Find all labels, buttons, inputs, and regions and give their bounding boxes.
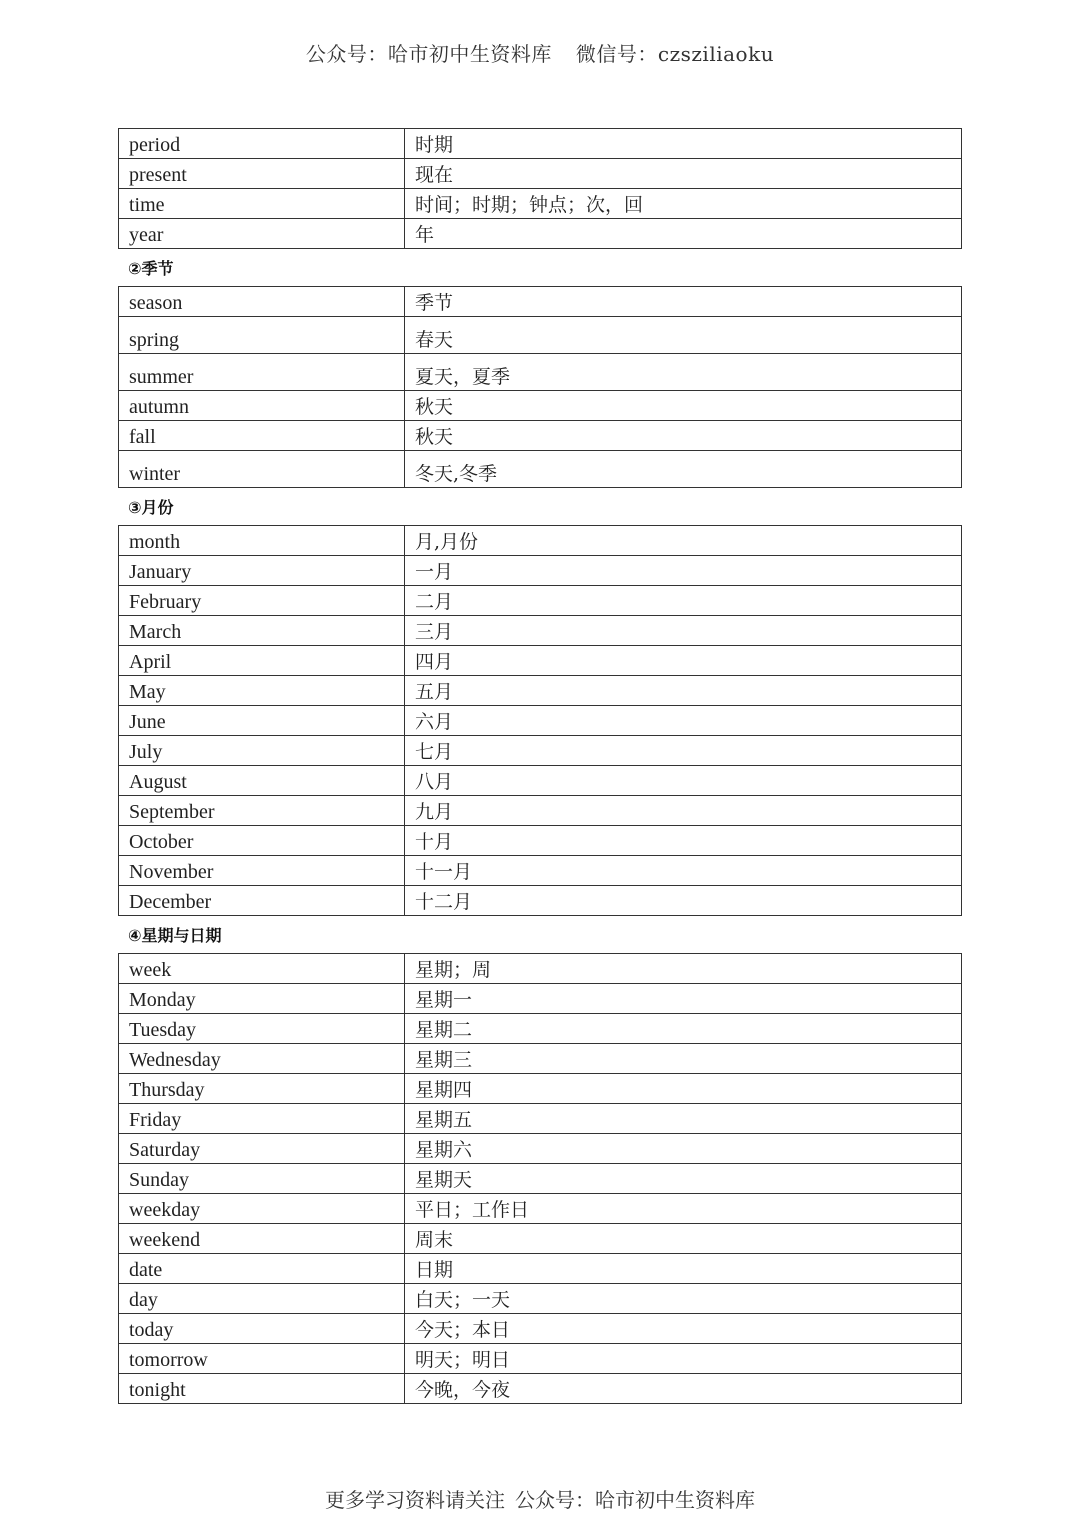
word-en: tonight: [119, 1374, 405, 1404]
word-en: March: [119, 616, 405, 646]
word-en: April: [119, 646, 405, 676]
word-cn: 六月: [405, 706, 962, 736]
word-cn: 九月: [405, 796, 962, 826]
word-en: Thursday: [119, 1074, 405, 1104]
table-row: [119, 526, 962, 556]
word-cn: 星期六: [405, 1134, 962, 1164]
table-row: [119, 586, 962, 616]
word-cn: 八月: [405, 766, 962, 796]
word-en: Wednesday: [119, 1044, 405, 1074]
word-en: August: [119, 766, 405, 796]
word-cn: 平日；工作日: [405, 1194, 962, 1224]
table-row: [119, 451, 962, 488]
word-cn: 十二月: [405, 886, 962, 916]
table-row: [119, 954, 962, 984]
word-en: winter: [119, 451, 405, 488]
table-row: [119, 317, 962, 354]
word-cn: 星期；周: [405, 954, 962, 984]
word-cn: 年: [405, 219, 962, 249]
word-cn: 现在: [405, 159, 962, 189]
table-row: [119, 1134, 962, 1164]
word-cn: 十一月: [405, 856, 962, 886]
word-cn: 三月: [405, 616, 962, 646]
word-cn: 五月: [405, 676, 962, 706]
word-en: Monday: [119, 984, 405, 1014]
word-en: summer: [119, 354, 405, 391]
word-en: June: [119, 706, 405, 736]
section-title-months: ③月份: [128, 498, 174, 517]
word-en: weekday: [119, 1194, 405, 1224]
table-row: [119, 1164, 962, 1194]
word-en: November: [119, 856, 405, 886]
table-row: [119, 1044, 962, 1074]
word-en: February: [119, 586, 405, 616]
vocab-table-seasons: [118, 286, 962, 488]
word-cn: 时间；时期；钟点；次，回: [405, 189, 962, 219]
word-cn: 秋天: [405, 391, 962, 421]
word-cn: 冬天,冬季: [405, 451, 962, 488]
word-cn: 四月: [405, 646, 962, 676]
table-row: [119, 1104, 962, 1134]
table-row: [119, 129, 962, 159]
table-row: [119, 391, 962, 421]
word-en: week: [119, 954, 405, 984]
word-en: year: [119, 219, 405, 249]
word-cn: 春天: [405, 317, 962, 354]
word-cn: 夏天，夏季: [405, 354, 962, 391]
section-title-weekdays: ④星期与日期: [128, 926, 222, 945]
table-row: [119, 984, 962, 1014]
table-row: [119, 706, 962, 736]
word-en: January: [119, 556, 405, 586]
word-en: time: [119, 189, 405, 219]
word-en: weekend: [119, 1224, 405, 1254]
word-en: Saturday: [119, 1134, 405, 1164]
word-en: Sunday: [119, 1164, 405, 1194]
word-en: spring: [119, 317, 405, 354]
word-en: autumn: [119, 391, 405, 421]
table-row: [119, 676, 962, 706]
header-wechat-id: 微信号：czsziliaoku: [575, 42, 775, 66]
word-en: date: [119, 1254, 405, 1284]
vocab-table-time: [118, 128, 962, 249]
word-cn: 星期三: [405, 1044, 962, 1074]
vocab-table-months: [118, 525, 962, 916]
word-en: period: [119, 129, 405, 159]
word-cn: 时期: [405, 129, 962, 159]
word-en: October: [119, 826, 405, 856]
word-cn: 白天；一天: [405, 1284, 962, 1314]
word-cn: 明天；明日: [405, 1344, 962, 1374]
vocab-table-weekdays: [118, 953, 962, 1404]
word-cn: 星期四: [405, 1074, 962, 1104]
word-en: Tuesday: [119, 1014, 405, 1044]
table-row: [119, 886, 962, 916]
table-row: [119, 856, 962, 886]
word-en: today: [119, 1314, 405, 1344]
word-cn: 今晚，今夜: [405, 1374, 962, 1404]
table-row: [119, 219, 962, 249]
table-row: [119, 1374, 962, 1404]
table-row: [119, 1284, 962, 1314]
word-en: September: [119, 796, 405, 826]
word-en: fall: [119, 421, 405, 451]
table-row: [119, 646, 962, 676]
word-cn: 二月: [405, 586, 962, 616]
table-row: [119, 826, 962, 856]
page-footer: [0, 1484, 1080, 1513]
page-header: [0, 38, 1080, 67]
table-row: [119, 556, 962, 586]
table-row: [119, 766, 962, 796]
word-cn: 七月: [405, 736, 962, 766]
vocab-content: [118, 128, 962, 1404]
word-cn: 一月: [405, 556, 962, 586]
table-row: [119, 159, 962, 189]
word-en: December: [119, 886, 405, 916]
table-row: [119, 287, 962, 317]
table-row: [119, 1254, 962, 1284]
word-cn: 星期二: [405, 1014, 962, 1044]
table-row: [119, 189, 962, 219]
table-row: [119, 1074, 962, 1104]
footer-prompt: 更多学习资料请关注: [325, 1488, 505, 1512]
word-en: season: [119, 287, 405, 317]
table-row: [119, 354, 962, 391]
word-en: present: [119, 159, 405, 189]
word-cn: 月,月份: [405, 526, 962, 556]
word-cn: 星期天: [405, 1164, 962, 1194]
table-row: [119, 1224, 962, 1254]
table-row: [119, 1014, 962, 1044]
word-en: May: [119, 676, 405, 706]
word-en: day: [119, 1284, 405, 1314]
section-title-seasons: ②季节: [128, 259, 174, 278]
word-cn: 十月: [405, 826, 962, 856]
word-cn: 今天；本日: [405, 1314, 962, 1344]
word-cn: 秋天: [405, 421, 962, 451]
word-en: month: [119, 526, 405, 556]
footer-account: 公众号：哈市初中生资料库: [515, 1488, 755, 1512]
word-cn: 日期: [405, 1254, 962, 1284]
table-row: [119, 796, 962, 826]
word-cn: 星期五: [405, 1104, 962, 1134]
table-row: [119, 736, 962, 766]
word-cn: 星期一: [405, 984, 962, 1014]
table-row: [119, 616, 962, 646]
word-en: tomorrow: [119, 1344, 405, 1374]
word-cn: 季节: [405, 287, 962, 317]
table-row: [119, 421, 962, 451]
word-en: Friday: [119, 1104, 405, 1134]
word-en: July: [119, 736, 405, 766]
table-row: [119, 1194, 962, 1224]
header-account: 公众号：哈市初中生资料库: [305, 42, 552, 66]
word-cn: 周末: [405, 1224, 962, 1254]
table-row: [119, 1344, 962, 1374]
table-row: [119, 1314, 962, 1344]
